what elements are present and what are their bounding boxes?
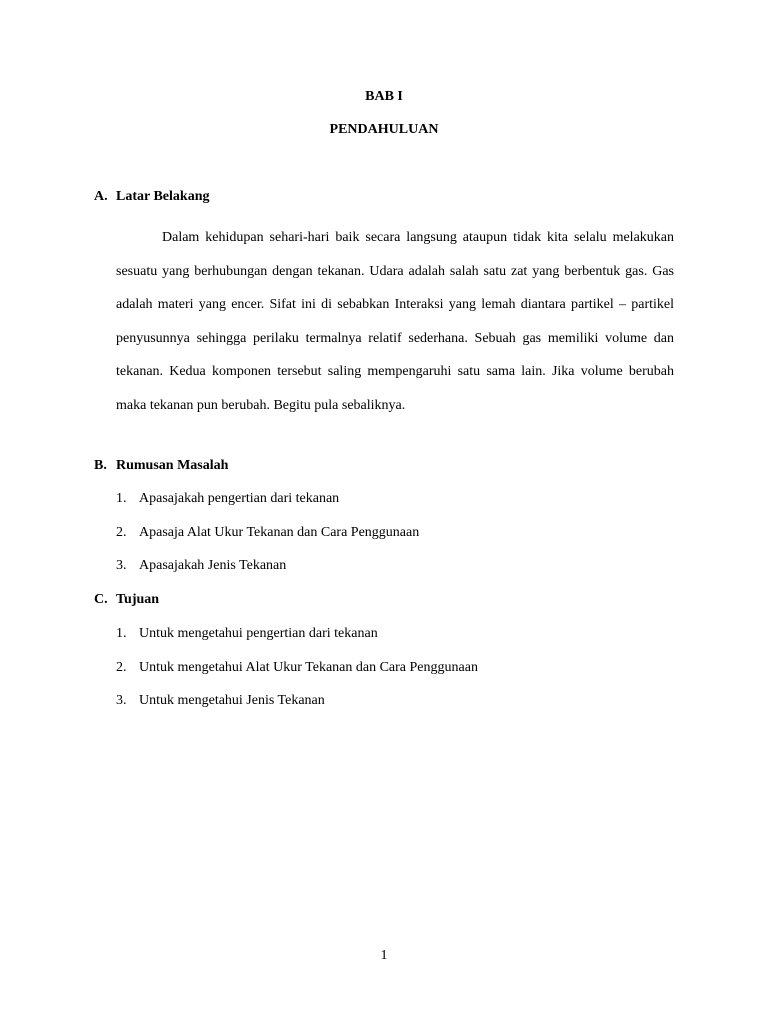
list-item [116,557,419,591]
list-item-text: Apasajakah pengertian dari tekanan [139,491,340,506]
list-item-number: 2. [116,524,127,540]
list-item-number: 1. [116,491,127,506]
list-item-number: 3. [116,693,127,709]
list-item-number: 3. [116,558,127,574]
chapter-title: PENDAHULUAN [329,122,439,137]
section-letter: C. [94,592,108,607]
list-item [116,625,478,659]
section-title: Tujuan [116,592,160,607]
list-item-number: 1. [116,626,127,641]
latar-belakang-paragraph: Dalam kehidupan sehari-hari baik secara langsung ataupun tidak kita selalu melakukan sesuatu yang berhubungan dengan tekanan. Udara adalah salah satu zat yang berbentuk gas. Gas adalah materi yang encer. Sifat ini di sebabkan Interaksi yang lemah diantara partikel – partikel penyusunnya sehingga perilaku termalnya relatif sederhana. Sebuah gas memiliki volume dan tekanan. Kedua komponen tersebut saling mempengaruhi satu sama lain. Jika volume berubah maka tekanan pun berubah. Begitu pula sebaliknya. [116,230,674,413]
rumusan-masalah-list [116,490,419,591]
tujuan-list [116,625,478,726]
list-item-text: Untuk mengetahui Alat Ukur Tekanan dan Cara Penggunaan [139,659,478,675]
section-letter: A. [94,189,108,204]
list-item-text: Untuk mengetahui pengertian dari tekanan [139,626,378,641]
list-item [116,524,419,558]
list-item [116,490,419,524]
chapter-number: BAB I [365,89,403,104]
list-item [116,659,478,693]
section-heading-rumusan-masalah [94,457,228,475]
section-title: Rumusan Masalah [116,458,229,473]
list-item-text: Apasajakah Jenis Tekanan [139,558,287,574]
list-item [116,692,478,726]
section-title: Latar Belakang [116,189,210,204]
list-item-text: Untuk mengetahui Jenis Tekanan [139,693,325,709]
page-number: 1 [380,948,388,963]
section-heading-tujuan [94,591,159,609]
list-item-text: Apasaja Alat Ukur Tekanan dan Cara Penggunaan [139,524,420,540]
section-heading-latar-belakang [94,188,209,206]
list-item-number: 2. [116,659,127,675]
section-letter: B. [94,458,107,473]
